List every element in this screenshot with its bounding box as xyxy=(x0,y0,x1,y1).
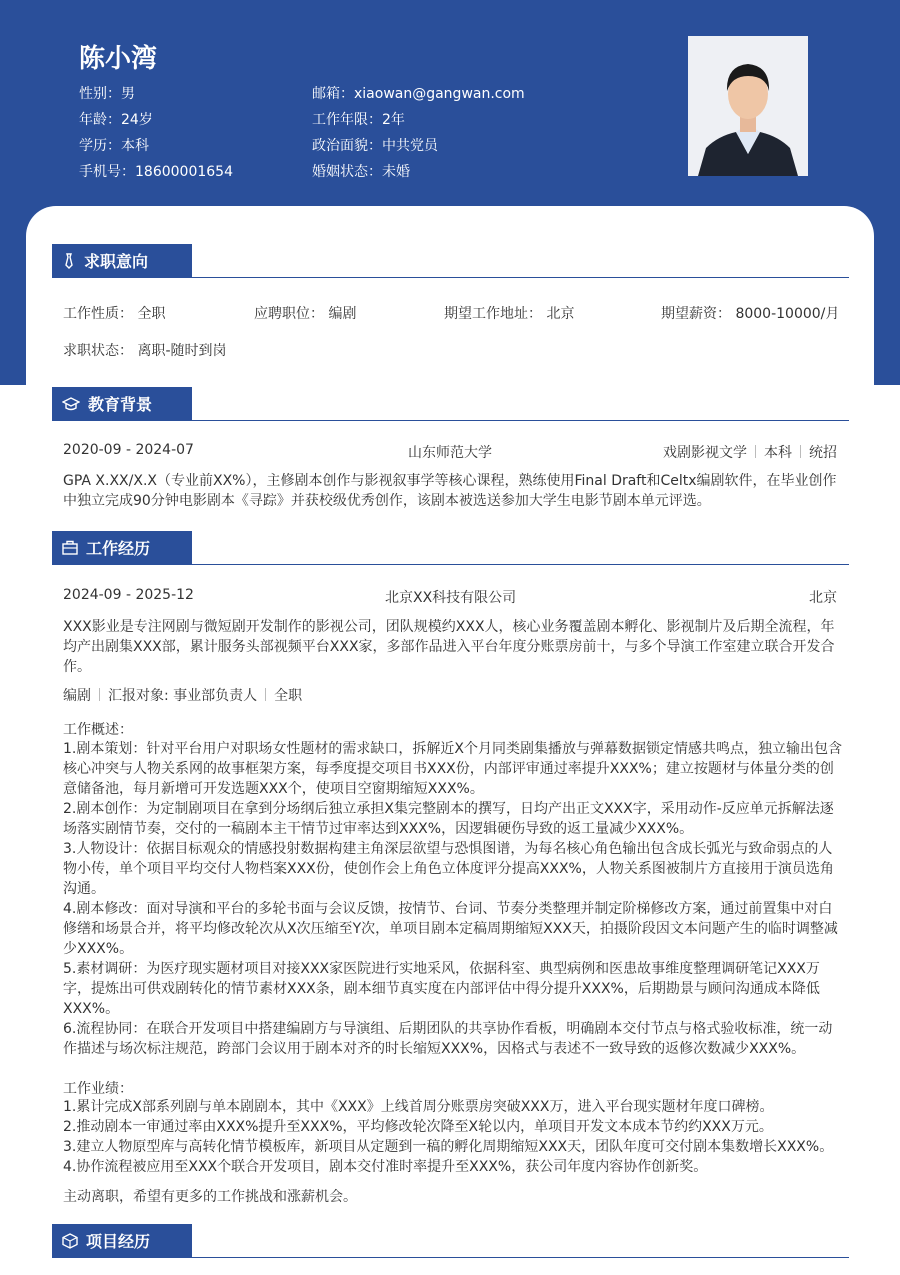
result-item: 2.推动剧本一审通过率由XXX%提升至XXX%，平均修改轮次降至X轮以内，单项目开发文本成本节约约XXX万元。 xyxy=(63,1119,773,1135)
degree: 本科 xyxy=(764,445,792,461)
edu-dates: 2020-09 - 2024-07 xyxy=(63,442,194,458)
overview-list xyxy=(63,739,843,1059)
results-title: 工作业绩： xyxy=(63,1081,133,1097)
education-level: 学历：本科 xyxy=(79,138,149,154)
work-tags xyxy=(63,685,302,705)
school-name: 山东师范大学 xyxy=(408,445,492,461)
section-education xyxy=(52,387,849,421)
edu-tags xyxy=(600,442,837,462)
work-city: 北京 xyxy=(809,590,837,606)
enrollment-type: 统招 xyxy=(809,445,837,461)
leave-reason: 主动离职，希望有更多的工作挑战和涨薪机会。 xyxy=(63,1189,357,1205)
major: 戏剧影视文学 xyxy=(663,445,747,461)
salary: 期望薪资： 8000-10000/月 xyxy=(661,306,840,322)
result-item: 1.累计完成X部系列剧与单本剧剧本，其中《XXX》上线首周分账票房突破XXX万，进入平台现实题材年度口碑榜。 xyxy=(63,1099,774,1115)
graduation-cap-icon xyxy=(62,397,80,411)
overview-title: 工作概述： xyxy=(63,722,133,738)
work-dates: 2024-09 - 2025-12 xyxy=(63,587,194,603)
overview-item: 6.流程协同：在联合开发项目中搭建编剧方与导演组、后期团队的共享协作看板，明确剧本交付节点与格式验收标准，统一动作描述与场次标注规范，跨部门会议用于剧本对齐的时长缩短XXX%，因格式与表述不一致导致的返修次数减少XXX%。 xyxy=(63,1021,833,1057)
political-status: 政治面貌：中共党员 xyxy=(312,138,438,154)
briefcase-icon xyxy=(62,540,78,555)
result-item: 4.协作流程被应用至XXX个联合开发项目，剧本交付准时率提升至XXX%，获公司年度内容协作创新奖。 xyxy=(63,1159,708,1175)
overview-item: 3.人物设计：依据目标观众的情感投射数据构建主角深层欲望与恐惧图谱，为每名核心角色输出包含成长弧光与致命弱点的人物小传，单个项目平均交付人物档案XXX份，使创作会上角色立体度评分提高XXX%，人物关系图被制片方直接用于演员选角沟通。 xyxy=(63,841,834,897)
section-title-projects: 项目经历 xyxy=(86,1232,151,1251)
age: 年龄：24岁 xyxy=(79,112,153,128)
results-list xyxy=(63,1097,843,1177)
section-title-intent: 求职意向 xyxy=(84,252,149,271)
section-work xyxy=(52,531,849,565)
company-description: XXX影业是专注网剧与微短剧开发制作的影视公司，团队规模约XXX人，核心业务覆盖剧本孵化、影视制片及后期全流程，年均产出剧集XXX部，累计服务头部视频平台XXX家，多部作品进入平台年度分账票房前十，与多个导演工作室建立联合开发合作。 xyxy=(63,619,835,675)
marital-status: 婚姻状态：未婚 xyxy=(312,164,410,180)
result-item: 3.建立人物原型库与高转化情节模板库，新项目从定题到一稿的孵化周期缩短XXX天，团队年度可交付剧本集数增长XXX%。 xyxy=(63,1139,834,1155)
section-title-education: 教育背景 xyxy=(88,395,153,414)
cube-icon xyxy=(62,1233,78,1249)
candidate-name: 陈小湾 xyxy=(79,44,158,74)
work-years: 工作年限：2年 xyxy=(312,112,405,128)
phone: 手机号：18600001654 xyxy=(79,164,233,180)
overview-item: 4.剧本修改：面对导演和平台的多轮书面与会议反馈，按情节、台词、节奏分类整理并制定阶梯修改方案，通过前置集中对白修缮和场景合并，将平均修改轮次从X次压缩至Y次，单项目剧本定稿周期缩短XXX天，拍摄阶段因文本问题产生的临时调整减少XXX%。 xyxy=(63,901,838,957)
overview-item: 5.素材调研：为医疗现实题材项目对接XXX家医院进行实地采风，依据科室、典型病例和医患故事维度整理调研笔记XXX万字，提炼出可供戏剧转化的情节素材XXX条，剧本细节真实度在内部评估中得分提升XXX%，后期勘景与顾问沟通成本降低XXX%。 xyxy=(63,961,820,1017)
location: 期望工作地址： 北京 xyxy=(444,306,575,322)
tie-icon xyxy=(62,253,76,269)
email: 邮箱：xiaowan@gangwan.com xyxy=(312,86,525,102)
profile-photo xyxy=(688,36,808,176)
position: 应聘职位： 编剧 xyxy=(254,306,357,322)
section-title-work: 工作经历 xyxy=(86,539,151,558)
overview-item: 1.剧本策划：针对平台用户对职场女性题材的需求缺口，拆解近X个月同类剧集播放与弹幕数据锁定情感共鸣点，独立输出包含核心冲突与人物关系网的故事框架方案，每季度提交项目书XXX份，内部评审通过率提升XXX%；建立按题材与体量分类的创意储备池，每月新增可开发选题XXX个，使项目空窗期缩短XXX%。 xyxy=(63,741,842,797)
overview-item: 2.剧本创作：为定制剧项目在拿到分场纲后独立承担X集完整剧本的撰写，日均产出正文XXX字，采用动作-反应单元拆解法逐场落实剧情节奏，交付的一稿剧本主干情节过审率达到XXX%，因逻辑硬伤导致的返工量减少XXX%。 xyxy=(63,801,834,837)
report-to: 汇报对象: 事业部负责人 xyxy=(108,688,258,704)
job-status: 求职状态： 离职-随时到岗 xyxy=(63,343,227,359)
section-projects xyxy=(52,1224,849,1258)
company-name: 北京XX科技有限公司 xyxy=(385,590,517,606)
job-title: 编剧 xyxy=(63,688,91,704)
employment-type: 全职 xyxy=(274,688,303,704)
job-type: 工作性质： 全职 xyxy=(63,306,166,322)
edu-description: GPA X.XX/X.X（专业前XX%），主修剧本创作与影视叙事学等核心课程，熟练使用Final Draft和Celtx编剧软件，在毕业创作中独立完成90分钟电影剧本《寻踪》并获校级优秀创作，该剧本被选送参加大学生电影节剧本单元评选。 xyxy=(63,473,837,509)
gender: 性别：男 xyxy=(79,86,135,102)
section-intent xyxy=(52,244,849,278)
